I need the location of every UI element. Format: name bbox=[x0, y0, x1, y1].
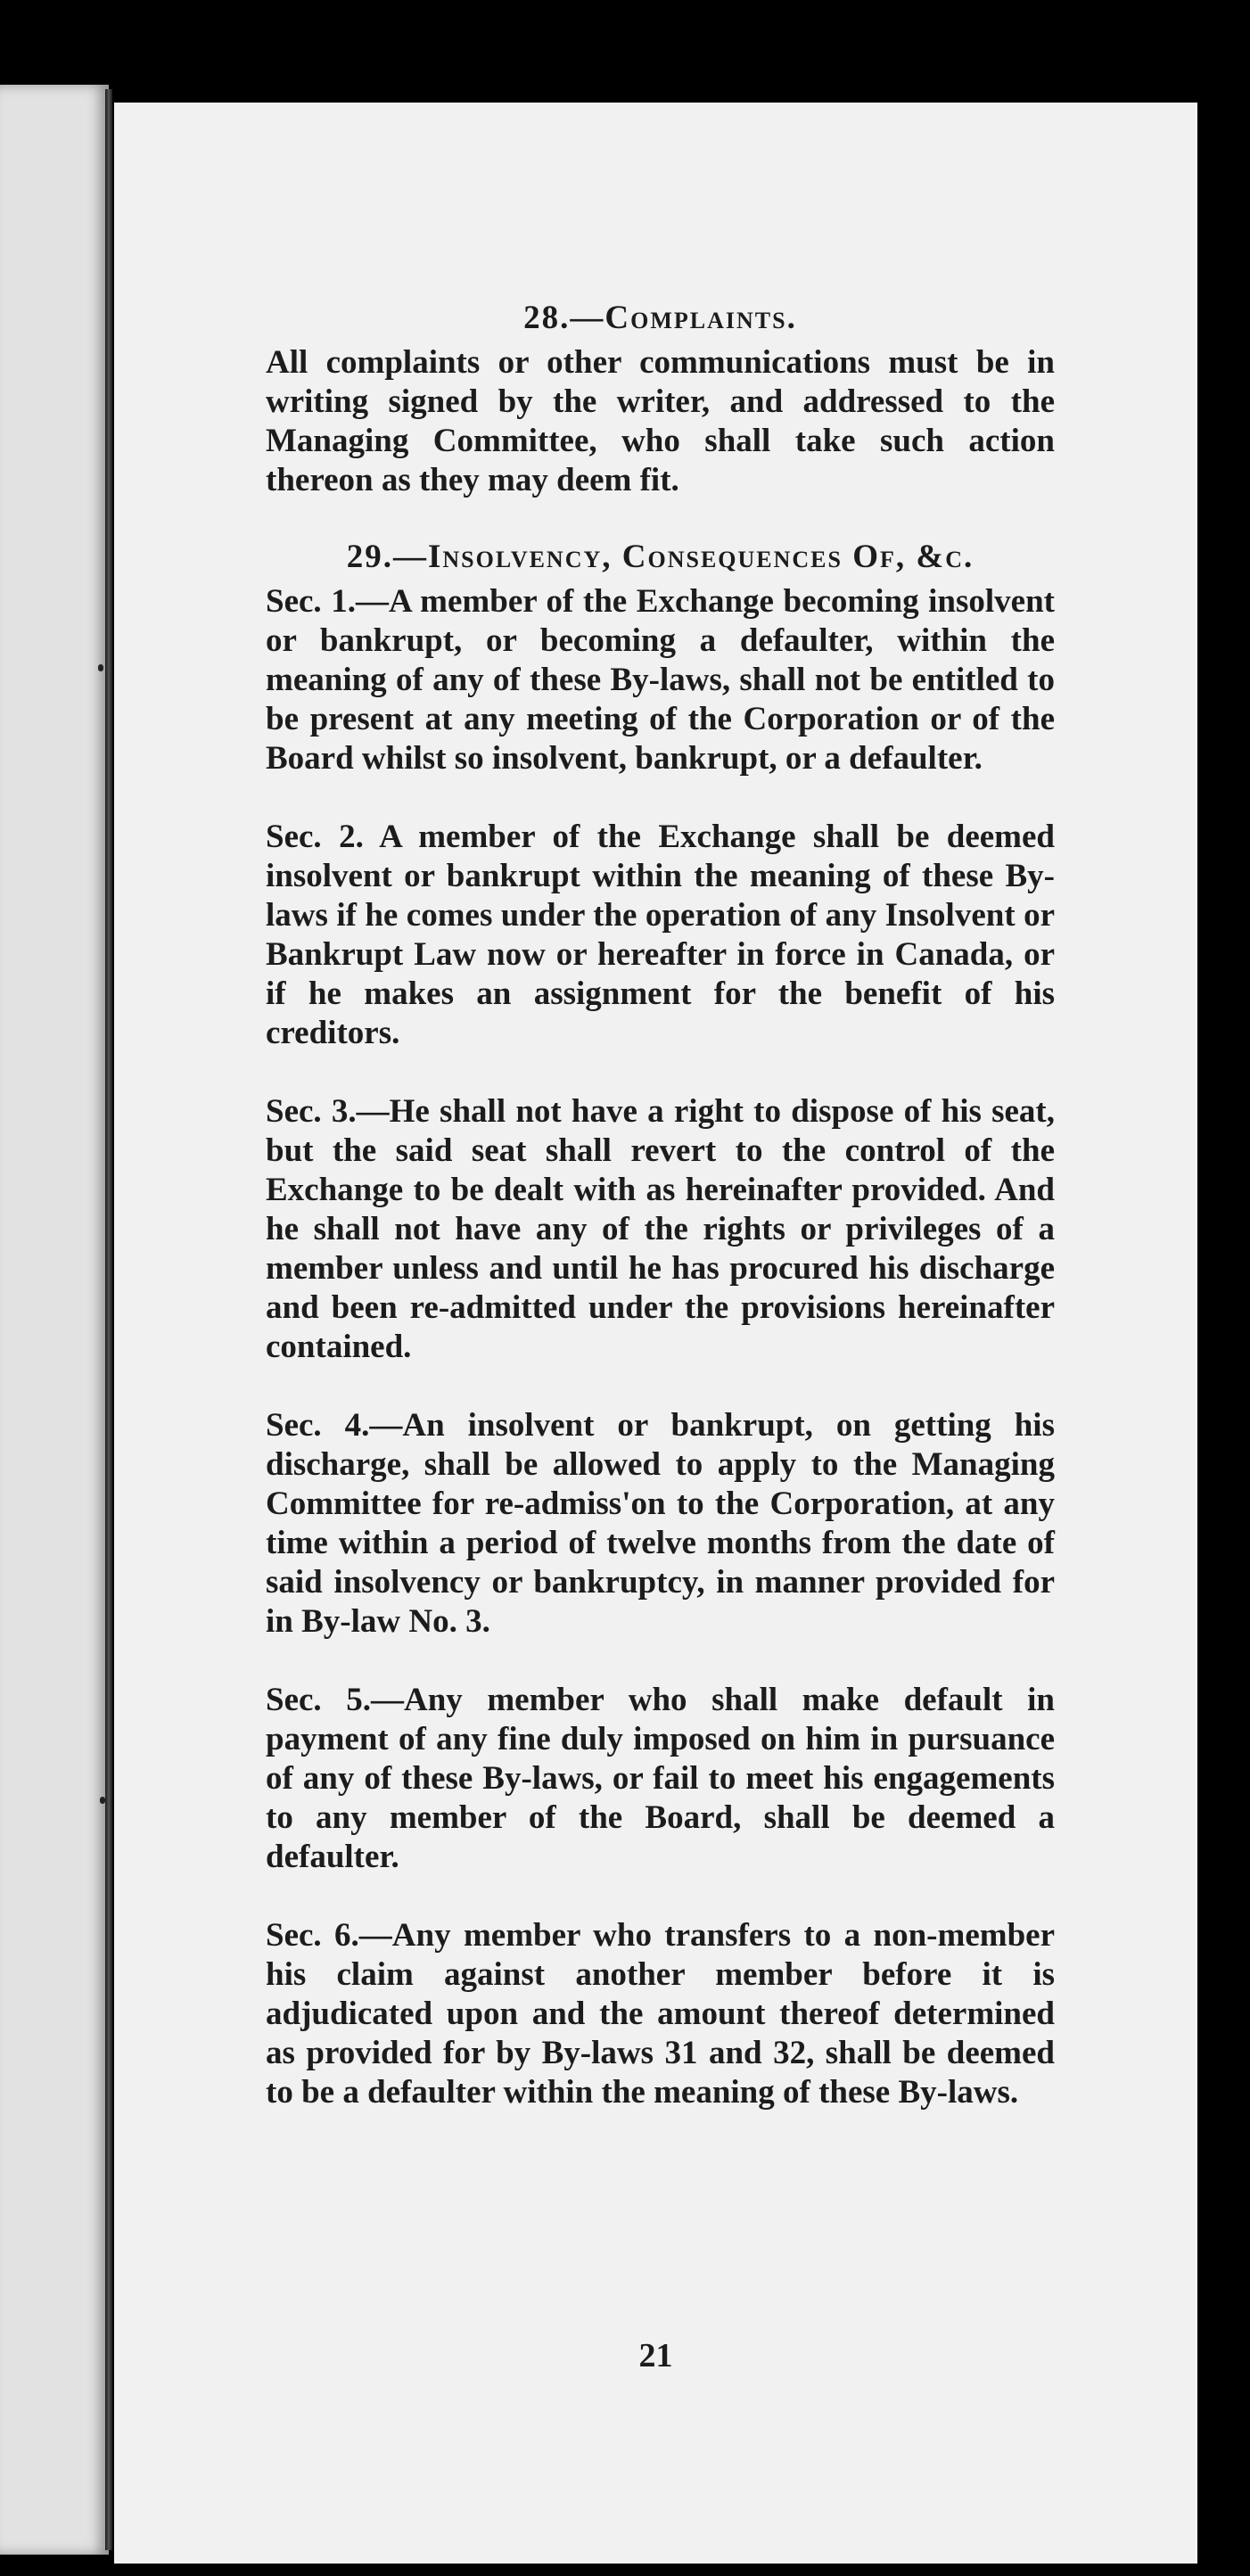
page-number: 21 bbox=[638, 2337, 673, 2374]
paragraph: Sec. 4.—An insolvent or bankrupt, on getting his discharge, shall be allowed to apply to the Managing Committee for re-admiss'on to the Corporation, at any time within a period of twelve months from the date of said insolvency or bankruptcy, in manner provided for in By-law No. 3. bbox=[266, 1407, 1055, 1640]
section-insolvency bbox=[266, 538, 1055, 2112]
paragraph: All complaints or other communications must be in writing signed by the writer, and addressed to the Managing Committee, who shall take such action thereon as they may deem fit. bbox=[266, 344, 1055, 498]
paragraph: Sec. 2. A member of the Exchange shall be deemed insolvent or bankrupt within the meaning of these By-laws if he comes under the operation of any Insolvent or Bankrupt Law now or hereafter in force in Canada, or if he makes an assignment for the benefit of his creditors. bbox=[266, 819, 1055, 1051]
book-gutter bbox=[105, 89, 112, 2550]
paragraph: Sec. 1.—A member of the Exchange becoming insolvent or bankrupt, or becoming a defaulter, within the meaning of any of these By-laws, shall not be entitled to be present at any meeting of the Corporation or of the Board whilst so insolvent, bankrupt, or a defaulter. bbox=[266, 583, 1055, 777]
margin-mark bbox=[98, 664, 103, 671]
paragraph: Sec. 6.—Any member who transfers to a non-member his claim against another member before it is adjudicated upon and the amount thereof determined as provided for by By-laws 31 and 32, shall be deemed to be a defaulter within the meaning of these By-laws. bbox=[266, 1917, 1055, 2111]
margin-mark bbox=[100, 1797, 105, 1804]
facing-page-edge bbox=[0, 85, 109, 2555]
paragraph: Sec. 3.—He shall not have a right to dispose of his seat, but the said seat shall revert to the control of the Exchange to be dealt with as hereinafter provided. And he shall not have any of the rights or privileges of a member unless and until he has procured his discharge and been re-admitted under the provisions hereinafter contained. bbox=[266, 1093, 1055, 1365]
page-content bbox=[266, 299, 1055, 2152]
document-page bbox=[114, 103, 1197, 2564]
section-complaints bbox=[266, 299, 1055, 500]
paragraph: Sec. 5.—Any member who shall make default in payment of any fine duly imposed on him in pursuance of any of these By-laws, or fail to meet his engagements to any member of the Board, shall be deemed a defaulter. bbox=[266, 1682, 1055, 1875]
section-heading: 28.—Complaints. bbox=[523, 300, 797, 336]
section-heading: 29.—Insolvency, Consequences Of, &c. bbox=[346, 539, 975, 575]
